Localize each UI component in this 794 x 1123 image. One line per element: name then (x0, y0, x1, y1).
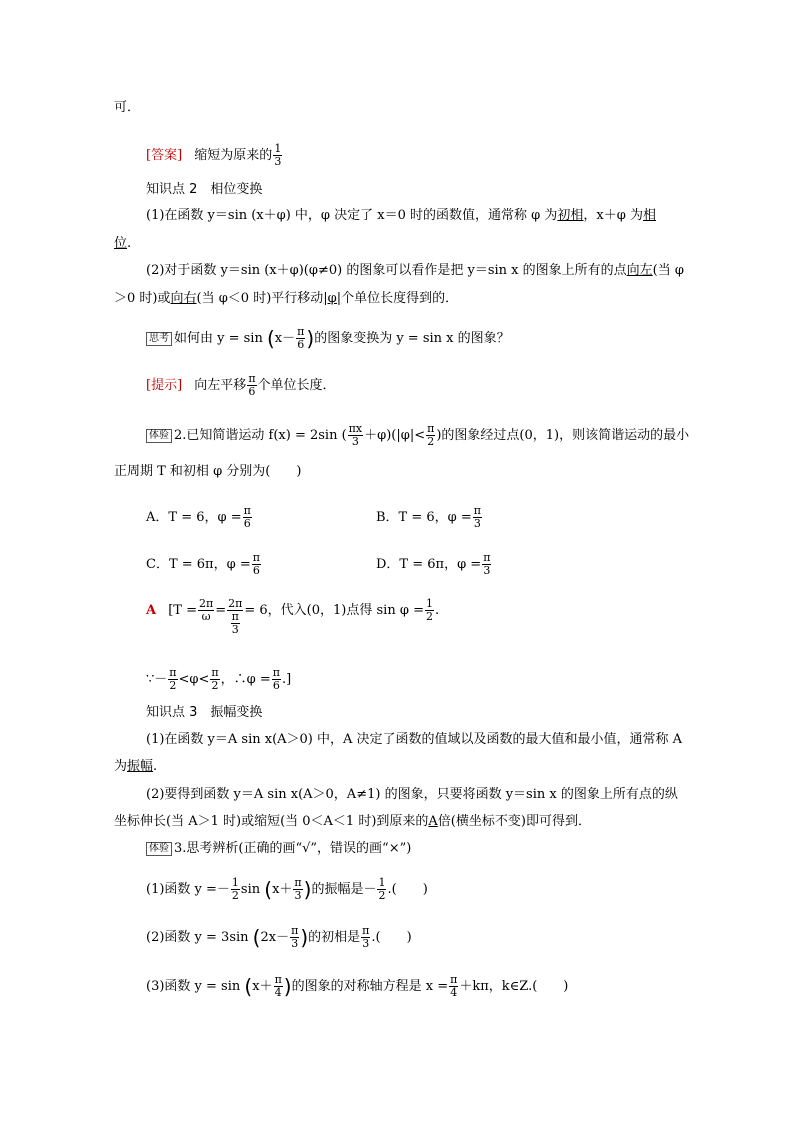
solution-line: A [T = $\frac{2\pi}{\omega}$ = $\frac{2\pi}{\frac{\pi}{3}}$ = 6，代入(0，1)点得 sin φ = $\frac{1}{2}$ . (146, 597, 440, 636)
paragraph-line: 坐标伸长(当 A＞1 时)或缩短(当 0＜A＜1 时)到原来的A倍(横坐标不变)即可得到． (114, 814, 591, 829)
fraction: $\frac{\pi x}{3}$ (348, 422, 363, 448)
option-c: C．T = 6π，φ = $\frac{\pi}{6}$ (146, 551, 260, 577)
paragraph-line: (2)对于函数 y＝sin (x＋φ)(φ≠0) 的图象可以看作是把 y＝sin x 的图象上所有的点向左(当 φ (146, 263, 684, 278)
option-a: A．T = 6，φ = $\frac{\pi}{6}$ (146, 504, 251, 530)
answer-tag: [答案] (146, 148, 183, 163)
think-line: 思考 如何由 y = sin (x－ $\frac{\pi}{6}$ )的图象变换为 y = sin x 的图象？ (146, 326, 510, 351)
question-2: (2)函数 y = 3sin (2x－ $\frac{\pi}{3}$ )的初相是 $\frac{\pi}{3}$ .( ) (146, 924, 412, 950)
exercise-line: 体验 3.思考辨析(正确的画“√”，错误的画“×”) (146, 841, 411, 857)
text-line: 可． (114, 100, 141, 115)
section-heading: 知识点 2 相位变换 (146, 182, 263, 197)
fraction: $\frac{\pi}{2}$ (427, 422, 435, 448)
paragraph-line: 为振幅. (114, 759, 158, 774)
fraction: $\frac{\pi}{6}$ (248, 372, 256, 398)
paragraph-line: (1)在函数 y＝A sin x(A＞0) 中，A 决定了函数的值域以及函数的最大值和最小值，通常称 A (146, 732, 683, 747)
section-heading: 知识点 3 振幅变换 (146, 705, 263, 720)
fraction: $\frac{\pi}{6}$ (297, 325, 305, 351)
think-tag: 思考 (146, 332, 172, 346)
exercise-line: 正周期 T 和初相 φ 分别为( ) (114, 464, 302, 479)
paragraph-line: ＞0 时)或向右(当 φ＜0 时)平行移动|φ|个单位长度得到的． (114, 291, 459, 306)
option-d: D．T = 6π，φ = $\frac{\pi}{3}$ (376, 551, 491, 577)
exercise-tag: 体验 (146, 842, 172, 856)
solution-answer: A (146, 603, 157, 618)
exercise-tag: 体验 (146, 429, 172, 443)
paragraph-line: (1)在函数 y＝sin (x＋φ) 中，φ 决定了 x＝0 时的函数值，通常称 φ 为初相，x＋φ 为相 (146, 208, 657, 223)
paragraph-line: (2)要得到函数 y＝A sin x(A＞0，A≠1) 的图象，只要将函数 y＝sin x 的图象上所有点的纵 (146, 787, 678, 802)
hint-line: [提示] 向左平移 $\frac{\pi}{6}$ 个单位长度． (146, 372, 336, 398)
paragraph-line: 位. (114, 236, 132, 251)
question-1: (1)函数 y =－ $\frac{1}{2}$ sin (x＋ $\frac{\pi}{3}$ )的振幅是－ $\frac{1}{2}$ .( ) (146, 876, 428, 902)
option-b: B．T = 6，φ = $\frac{\pi}{3}$ (376, 504, 482, 530)
fraction: $\frac{1}{3}$ (274, 142, 282, 168)
hint-tag: [提示] (146, 378, 183, 393)
exercise-line: 体验 2.已知简谐运动 f(x) = 2sin ( $\frac{\pi x}{3}$ ＋φ)(|φ|< $\frac{\pi}{2}$ )的图象经过点(0，1)，则该简谐运动的最小 (146, 423, 689, 448)
answer-line (146, 143, 283, 168)
solution-line: ∵－ $\frac{\pi}{2}$ <φ< $\frac{\pi}{2}$ ，∴φ = $\frac{\pi}{6}$ .] (146, 666, 292, 692)
answer-text: 缩短为原来的 (194, 148, 273, 163)
question-3: (3)函数 y = sin (x＋ $\frac{\pi}{4}$ )的图象的对称轴方程是 x = $\frac{\pi}{4}$ ＋kπ，k∈Z.( ) (146, 973, 569, 999)
